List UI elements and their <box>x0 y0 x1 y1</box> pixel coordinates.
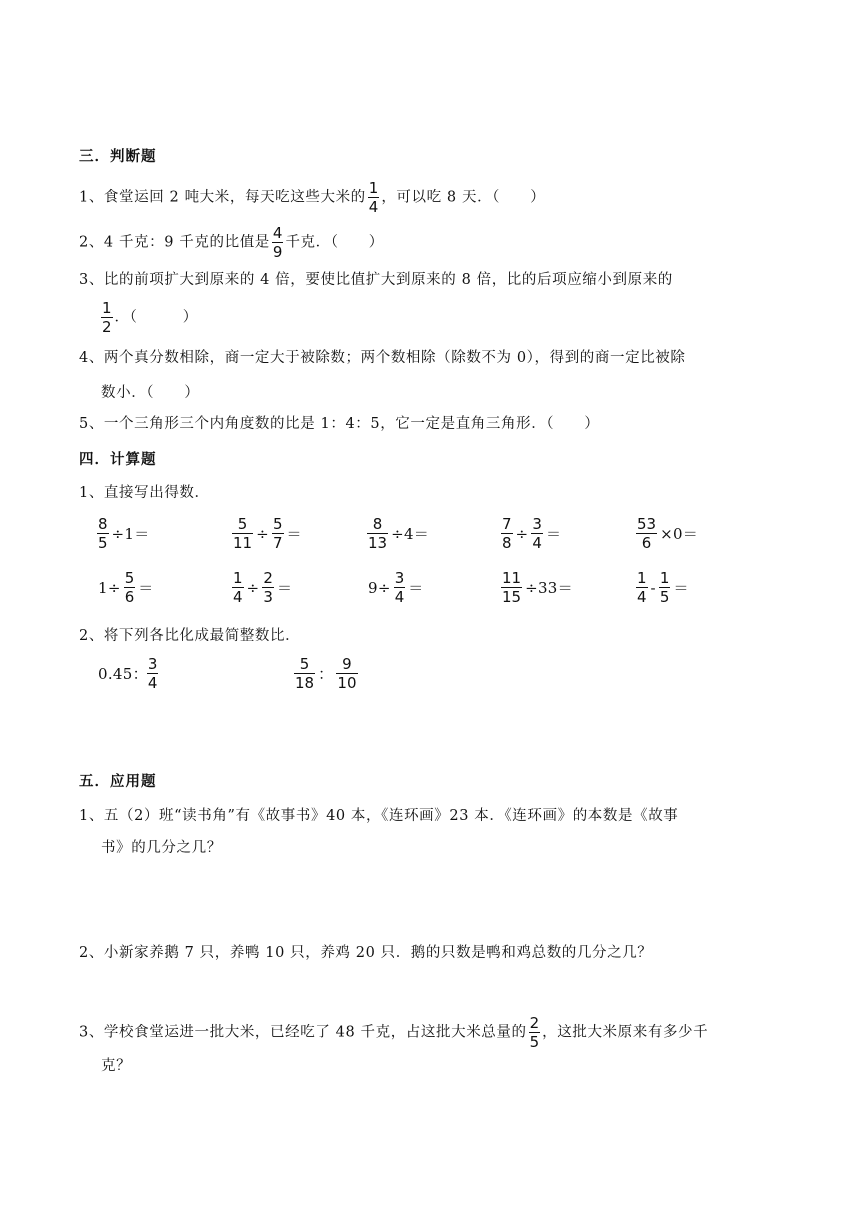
fraction: $\frac{1}{4}$ <box>233 569 243 606</box>
app-question-3-line2: 克？ <box>101 1058 132 1074</box>
judge-q1-text-a: 1、食堂运回 2 吨大米，每天吃这些大米的 <box>79 189 366 206</box>
fraction: $\frac{1}{5}$ <box>659 569 670 606</box>
fraction: $\frac{7}{8}$ <box>502 515 512 552</box>
app-question-1-line2: 书》的几分之几？ <box>101 840 222 856</box>
fraction: $\frac{5}{18}$ <box>295 655 315 692</box>
calc-item: 1÷ $\frac{5}{6}$ ＝ <box>98 569 154 606</box>
section-3-title: 三．判断题 <box>79 148 157 165</box>
calc-subtitle-2: 2、将下列各比化成最简整数比． <box>79 628 301 644</box>
ratio-item: $\frac{5}{18}$ ： $\frac{9}{10}$ <box>295 655 357 692</box>
judge-q2-text-b: 千克．（ ） <box>285 234 384 251</box>
fraction: $\frac{53}{6}$ <box>637 515 657 552</box>
judge-q3-text-b: ．（ ） <box>114 309 198 326</box>
fraction: $\frac{8}{5}$ <box>98 515 108 552</box>
calc-item: 9÷ $\frac{3}{4}$ ＝ <box>368 569 424 606</box>
calc-subtitle-1: 1、直接写出得数． <box>79 485 210 501</box>
fraction: $\frac{5}{11}$ <box>233 515 253 552</box>
calc-item: $\frac{1}{4}$ ÷ $\frac{2}{3}$ ＝ <box>233 569 293 606</box>
judge-q2-text-a: 2、4 千克：9 千克的比值是 <box>79 234 270 251</box>
judge-question-2 <box>79 225 384 260</box>
judge-q1-text-b: ，可以吃 8 天．（ ） <box>381 189 546 206</box>
calc-item: $\frac{1}{4}$ - $\frac{1}{5}$ ＝ <box>637 569 689 606</box>
calc-item: $\frac{8}{13}$ ÷4＝ <box>368 515 430 552</box>
fraction: $\frac{9}{10}$ <box>337 655 357 692</box>
fraction: $\frac{2}{5}$ <box>529 1014 540 1051</box>
fraction: $\frac{3}{4}$ <box>147 655 158 692</box>
fraction: $\frac{3}{4}$ <box>394 569 405 606</box>
section-4-title: 四．计算题 <box>79 451 157 468</box>
judge-question-1 <box>79 180 545 215</box>
fraction: $\frac{1}{2}$ <box>102 299 112 336</box>
judge-question-4-line1: 4、两个真分数相除，商一定大于被除数；两个数相除（除数不为 0），得到的商一定比被除 <box>79 350 686 366</box>
judge-question-5: 5、一个三角形三个内角度数的比是 1：4：5，它一定是直角三角形．（ ） <box>79 416 600 432</box>
app-question-3-line1 <box>79 1015 708 1050</box>
fraction: $\frac{1}{4}$ <box>637 569 647 606</box>
fraction: $\frac{11}{15}$ <box>502 569 522 606</box>
fraction: $\frac{2}{3}$ <box>263 569 273 606</box>
calc-item: $\frac{8}{5}$ ÷1＝ <box>98 515 150 552</box>
app-question-2: 2、小新家养鹅 7 只，养鸭 10 只，养鸡 20 只．鹅的只数是鸭和鸡总数的几分之几？ <box>79 945 653 961</box>
ratio-item: 0.45： $\frac{3}{4}$ <box>98 655 158 692</box>
fraction: $\frac{1}{4}$ <box>368 179 379 216</box>
section-5-title: 五．应用题 <box>79 773 157 790</box>
app-question-1-line1: 1、五（2）班“读书角”有《故事书》40 本，《连环画》23 本．《连环画》的本数是《故事 <box>79 808 679 824</box>
fraction: $\frac{3}{4}$ <box>532 515 542 552</box>
judge-question-3-line1: 3、比的前项扩大到原来的 4 倍，要使比值扩大到原来的 8 倍，比的后项应缩小到原来的 <box>79 272 673 288</box>
fraction: $\frac{5}{7}$ <box>272 515 283 552</box>
fraction: $\frac{5}{6}$ <box>124 569 135 606</box>
calc-item: $\frac{5}{11}$ ÷ $\frac{5}{7}$ ＝ <box>233 515 302 552</box>
judge-question-3-line2 <box>101 300 198 335</box>
calc-item: $\frac{53}{6}$ ×0＝ <box>637 515 699 552</box>
fraction: $\frac{8}{13}$ <box>368 515 388 552</box>
fraction: $\frac{4}{9}$ <box>272 224 283 261</box>
calc-item: $\frac{11}{15}$ ÷33＝ <box>502 569 573 606</box>
app-q3-text-b: ，这批大米原来有多少千 <box>542 1024 709 1041</box>
calc-item: $\frac{7}{8}$ ÷ $\frac{3}{4}$ ＝ <box>502 515 562 552</box>
judge-question-4-line2: 数小．（ ） <box>101 385 200 401</box>
app-q3-text-a: 3、学校食堂运进一批大米，已经吃了 48 千克，占这批大米总量的 <box>79 1024 527 1041</box>
